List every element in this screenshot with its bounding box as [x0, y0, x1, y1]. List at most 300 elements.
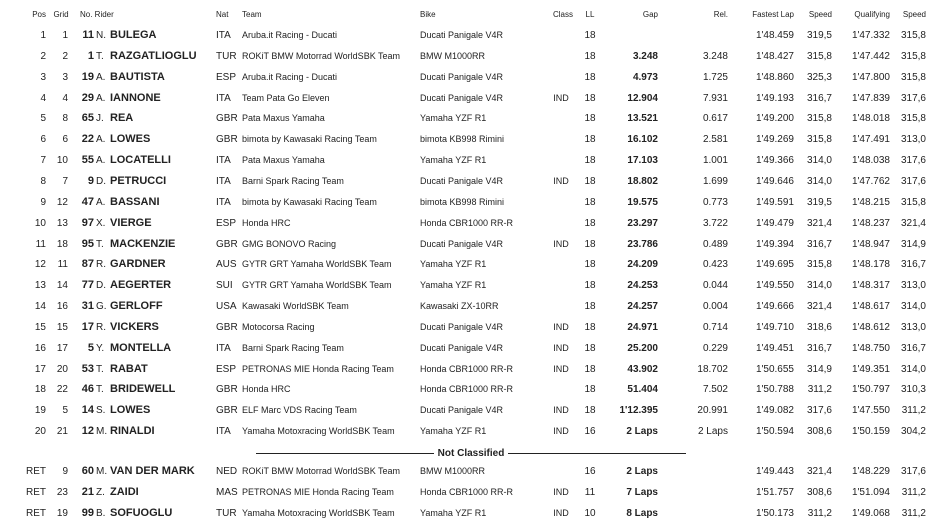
cell-qualifying-speed: 315,8 — [900, 30, 926, 41]
cell-ll: 18 — [584, 405, 596, 417]
cell-nat: NED — [216, 466, 238, 477]
cell-speed: 316,7 — [806, 342, 832, 354]
cell-number: 31 — [81, 300, 94, 313]
cell-qualifying: 1'48.612 — [851, 321, 890, 333]
cell-team: Honda HRC — [242, 217, 291, 228]
cell-fastest-lap: 1'49.666 — [755, 301, 794, 313]
cell-number: 11 — [82, 29, 94, 41]
cell-team: Motocorsa Racing — [242, 321, 315, 332]
cell-initial: M. — [96, 466, 108, 477]
cell-qualifying-speed: 315,8 — [900, 113, 926, 125]
cell-team: bimota by Kawasaki Racing Team — [242, 196, 377, 207]
cell-grid: 15 — [56, 321, 68, 333]
cell-bike: Yamaha YZF R1 — [420, 155, 487, 166]
cell-pos: 9 — [40, 196, 46, 208]
cell-grid: 10 — [56, 155, 68, 167]
cell-pos: 14 — [34, 301, 46, 313]
cell-initial: A. — [96, 155, 106, 167]
cell-gap: 1'12.395 — [619, 405, 658, 417]
cell-nat: ITA — [216, 30, 231, 41]
cell-grid: 18 — [56, 238, 68, 250]
cell-qualifying: 1'50.797 — [851, 384, 890, 396]
cell-nat: ESP — [216, 217, 237, 229]
cell-ll: 18 — [584, 280, 596, 292]
cell-team: GYTR GRT Yamaha WorldSBK Team — [242, 259, 392, 270]
cell-rel: 1.699 — [702, 175, 728, 187]
cell-rider-surname: MACKENZIE — [110, 237, 176, 250]
cell-team: Yamaha Motoxracing WorldSBK Team — [242, 426, 395, 437]
cell-speed: 314,0 — [806, 280, 832, 292]
cell-initial: S. — [96, 405, 106, 417]
cell-number: 55 — [81, 154, 94, 167]
cell-fastest-lap: 1'50.173 — [755, 507, 794, 519]
cell-fastest-lap: 1'49.451 — [755, 342, 794, 354]
cell-rel: 2.581 — [702, 134, 728, 146]
cell-number: 97 — [81, 216, 94, 229]
cell-ll: 18 — [584, 196, 596, 208]
cell-rider-surname: RABAT — [110, 362, 148, 375]
cell-pos: 7 — [40, 155, 46, 167]
cell-number: 5 — [87, 341, 94, 354]
cell-nat: GBR — [216, 384, 238, 396]
cell-bike: Ducati Panigale V4R — [420, 71, 504, 82]
cell-gap: 19.575 — [627, 196, 658, 208]
cell-number: 21 — [81, 485, 94, 498]
cell-bike: Kawasaki ZX-10RR — [420, 301, 499, 312]
cell-grid: 9 — [62, 466, 68, 477]
cell-rider-surname: MONTELLA — [110, 341, 172, 354]
cell-rider-surname: BRIDEWELL — [110, 383, 176, 396]
cell-grid: 19 — [56, 507, 68, 519]
cell-gap: 24.209 — [627, 259, 658, 271]
header-grid: Grid — [53, 10, 69, 19]
cell-speed: 319,5 — [806, 30, 832, 41]
cell-class: IND — [553, 238, 569, 249]
cell-pos: RET — [26, 507, 46, 519]
cell-team: Pata Maxus Yamaha — [242, 113, 325, 124]
cell-bike: Honda CBR1000 RR-R — [420, 363, 514, 374]
cell-qualifying-speed: 315,8 — [900, 71, 926, 83]
cell-rel: 0.489 — [702, 238, 728, 250]
cell-grid: 22 — [56, 384, 68, 396]
cell-gap: 23.786 — [627, 238, 658, 250]
cell-speed: 315,8 — [806, 113, 832, 125]
table-row — [0, 254, 942, 275]
cell-number: 22 — [81, 133, 94, 146]
cell-qualifying-speed: 317,6 — [900, 155, 926, 167]
cell-class: IND — [553, 175, 569, 186]
cell-rel: 3.248 — [702, 50, 728, 62]
cell-nat: GBR — [216, 238, 238, 250]
cell-rel: 7.502 — [702, 384, 728, 396]
cell-fastest-lap: 1'50.655 — [755, 363, 794, 375]
cell-initial: A. — [96, 134, 106, 146]
cell-speed: 311,2 — [807, 507, 832, 519]
cell-initial: A. — [96, 71, 106, 83]
cell-rel: 20.991 — [697, 405, 728, 417]
cell-team: Barni Spark Racing Team — [242, 175, 344, 186]
cell-gap: 17.103 — [627, 155, 658, 167]
cell-rider-surname: ZAIDI — [110, 485, 139, 498]
cell-ll: 11 — [584, 486, 596, 498]
cell-ll: 18 — [584, 301, 596, 313]
cell-number: 60 — [81, 465, 94, 477]
cell-fastest-lap: 1'50.594 — [755, 426, 794, 438]
cell-speed: 321,4 — [806, 217, 832, 229]
cell-class: IND — [553, 321, 569, 332]
cell-gap: 16.102 — [627, 134, 658, 146]
cell-rel: 2 Laps — [697, 426, 728, 438]
cell-team: Honda HRC — [242, 384, 291, 395]
header-fastest-lap: Fastest Lap — [752, 10, 794, 19]
cell-fastest-lap: 1'49.200 — [755, 113, 794, 125]
cell-grid: 3 — [62, 71, 68, 83]
cell-speed: 317,6 — [806, 405, 832, 417]
cell-class: IND — [553, 342, 569, 353]
cell-fastest-lap: 1'49.646 — [755, 175, 794, 187]
cell-speed: 319,5 — [806, 196, 832, 208]
cell-ll: 18 — [584, 155, 596, 167]
cell-number: 1 — [87, 49, 94, 62]
cell-qualifying: 1'47.332 — [851, 30, 890, 41]
cell-ll: 16 — [584, 466, 596, 477]
cell-nat: ESP — [216, 363, 237, 375]
cell-ll: 18 — [584, 342, 596, 354]
cell-rider-surname: GARDNER — [110, 258, 166, 271]
cell-bike: Ducati Panigale V4R — [420, 30, 504, 40]
cell-gap: 23.297 — [627, 217, 658, 229]
cell-bike: bimota KB998 Rimini — [420, 134, 505, 145]
cell-number: 29 — [81, 91, 94, 104]
cell-bike: BMW M1000RR — [420, 50, 486, 61]
cell-speed: 321,4 — [806, 466, 832, 477]
cell-initial: A. — [96, 92, 106, 104]
cell-gap: 24.971 — [627, 321, 658, 333]
cell-fastest-lap: 1'49.479 — [755, 217, 794, 229]
cell-team: ROKiT BMW Motorrad WorldSBK Team — [242, 466, 401, 476]
cell-gap: 51.404 — [627, 384, 658, 396]
cell-class: IND — [553, 426, 569, 437]
cell-rider-surname: LOCATELLI — [110, 154, 171, 167]
table-row — [0, 171, 942, 192]
cell-number: 77 — [81, 279, 94, 292]
cell-grid: 12 — [56, 196, 68, 208]
cell-qualifying-speed: 317,6 — [900, 466, 926, 477]
cell-nat: GBR — [216, 405, 238, 417]
cell-team: Team Pata Go Eleven — [242, 92, 330, 103]
cell-ll: 18 — [584, 175, 596, 187]
cell-qualifying: 1'48.237 — [851, 217, 890, 229]
cell-qualifying-speed: 321,4 — [900, 217, 926, 229]
cell-qualifying-speed: 311,2 — [901, 405, 926, 417]
cell-qualifying-speed: 313,0 — [900, 321, 926, 333]
cell-initial: M. — [96, 426, 108, 438]
header-speed: Speed — [808, 10, 832, 19]
cell-qualifying: 1'49.068 — [851, 507, 890, 519]
cell-nat: AUS — [216, 259, 237, 271]
header-class: Class — [552, 10, 573, 19]
cell-ll: 18 — [584, 238, 596, 250]
cell-rider-surname: GERLOFF — [110, 300, 163, 313]
table-row — [0, 359, 942, 380]
cell-ll: 18 — [584, 217, 596, 229]
cell-rel: 3.722 — [702, 217, 728, 229]
cell-pos: 5 — [40, 113, 46, 125]
cell-bike: Honda CBR1000 RR-R — [420, 384, 514, 395]
cell-bike: Ducati Panigale V4R — [420, 238, 504, 249]
cell-rider-surname: RINALDI — [110, 425, 155, 438]
cell-pos: 10 — [34, 217, 46, 229]
cell-rider-surname: AEGERTER — [110, 279, 172, 292]
cell-ll: 10 — [584, 507, 596, 519]
cell-initial: D. — [96, 280, 106, 292]
table-row — [0, 379, 942, 400]
cell-qualifying-speed: 304,2 — [900, 426, 926, 438]
cell-bike: Ducati Panigale V4R — [420, 342, 504, 353]
cell-qualifying-speed: 311,2 — [901, 486, 926, 498]
header-no-rider: No. Rider — [80, 10, 114, 19]
cell-rel: 0.773 — [702, 196, 728, 208]
cell-speed: 316,7 — [806, 238, 832, 250]
cell-nat: ITA — [216, 342, 231, 354]
cell-initial: Z. — [96, 486, 105, 498]
cell-team: GMG BONOVO Racing — [242, 238, 337, 249]
cell-initial: T. — [96, 363, 104, 375]
cell-nat: GBR — [216, 321, 238, 333]
cell-nat: ITA — [216, 92, 231, 104]
cell-speed: 318,6 — [806, 321, 832, 333]
cell-initial: J. — [96, 113, 104, 125]
cell-initial: B. — [96, 507, 106, 519]
cell-rel: 1.725 — [702, 71, 728, 83]
cell-pos: 2 — [40, 50, 46, 62]
cell-bike: Ducati Panigale V4R — [420, 175, 504, 186]
cell-rider-surname: PETRUCCI — [110, 174, 167, 187]
cell-qualifying-speed: 316,7 — [900, 259, 926, 271]
cell-nat: ESP — [216, 71, 237, 83]
cell-fastest-lap: 1'51.757 — [755, 486, 794, 498]
header-qualifying: Qualifying — [854, 10, 890, 19]
cell-gap: 2 Laps — [626, 466, 658, 477]
cell-speed: 314,9 — [806, 363, 832, 375]
cell-gap: 43.902 — [627, 363, 658, 375]
cell-number: 12 — [81, 425, 94, 438]
cell-qualifying: 1'47.550 — [851, 405, 890, 417]
cell-ll: 18 — [584, 50, 596, 62]
header-pos: Pos — [32, 10, 46, 19]
cell-team: GYTR GRT Yamaha WorldSBK Team — [242, 280, 392, 291]
cell-rider-surname: BASSANI — [110, 195, 160, 208]
table-row — [0, 25, 942, 46]
cell-speed: 315,8 — [806, 259, 832, 271]
cell-pos: 4 — [40, 92, 46, 104]
table-row — [0, 213, 942, 234]
cell-team: Kawasaki WorldSBK Team — [242, 301, 349, 312]
cell-fastest-lap: 1'49.695 — [755, 259, 794, 271]
cell-pos: 12 — [34, 259, 46, 271]
cell-ll: 18 — [584, 113, 596, 125]
cell-fastest-lap: 1'50.788 — [755, 384, 794, 396]
table-row — [0, 296, 942, 317]
cell-speed: 314,0 — [806, 155, 832, 167]
cell-class: IND — [553, 507, 569, 518]
cell-initial: R. — [96, 321, 106, 333]
table-row — [0, 400, 942, 421]
cell-qualifying: 1'47.491 — [851, 134, 890, 146]
cell-rel: 7.931 — [702, 92, 728, 104]
cell-qualifying-speed: 317,6 — [900, 92, 926, 104]
cell-pos: 18 — [34, 384, 46, 396]
cell-qualifying: 1'47.442 — [851, 50, 890, 62]
cell-team: PETRONAS MIE Honda Racing Team — [242, 486, 394, 497]
cell-rel: 0.423 — [702, 259, 728, 271]
cell-qualifying: 1'47.839 — [851, 92, 890, 104]
cell-rider-surname: BAUTISTA — [110, 70, 165, 83]
cell-number: 47 — [81, 195, 94, 208]
cell-qualifying: 1'48.018 — [851, 113, 890, 125]
cell-rider-surname: LOWES — [110, 404, 151, 417]
table-row — [0, 503, 942, 524]
cell-ll: 18 — [584, 134, 596, 146]
header-nat: Nat — [216, 10, 229, 19]
cell-grid: 5 — [62, 405, 68, 417]
cell-nat: ITA — [216, 175, 231, 187]
cell-grid: 13 — [56, 217, 68, 229]
cell-pos: 6 — [40, 134, 46, 146]
cell-nat: ITA — [216, 155, 231, 167]
cell-rel: 18.702 — [697, 363, 728, 375]
cell-rider-surname: VICKERS — [110, 320, 159, 333]
table-row — [0, 461, 942, 482]
not-classified-label: Not Classified — [434, 448, 509, 459]
header-gap: Gap — [642, 10, 658, 19]
cell-gap: 13.521 — [627, 113, 658, 125]
cell-qualifying-speed: 314,0 — [900, 363, 926, 375]
cell-qualifying: 1'47.762 — [851, 175, 890, 187]
cell-ll: 16 — [584, 426, 596, 438]
cell-pos: RET — [26, 486, 46, 498]
cell-qualifying: 1'47.800 — [851, 71, 890, 83]
cell-pos: 8 — [40, 175, 46, 187]
cell-nat: GBR — [216, 113, 238, 125]
header-rel: Rel. — [713, 10, 728, 19]
cell-gap: 3.248 — [632, 50, 658, 62]
cell-qualifying: 1'48.178 — [851, 259, 890, 271]
cell-initial: Y. — [96, 342, 105, 354]
cell-qualifying: 1'48.617 — [851, 301, 890, 313]
cell-nat: GBR — [216, 134, 238, 146]
cell-bike: Honda CBR1000 RR-R — [420, 486, 514, 497]
cell-gap: 25.200 — [627, 342, 658, 354]
cell-fastest-lap: 1'49.082 — [755, 405, 794, 417]
cell-team: PETRONAS MIE Honda Racing Team — [242, 363, 394, 374]
cell-fastest-lap: 1'49.193 — [755, 92, 794, 104]
table-row — [0, 46, 942, 67]
cell-qualifying: 1'49.351 — [851, 363, 890, 375]
cell-team: Aruba.it Racing - Ducati — [242, 71, 338, 82]
cell-qualifying: 1'48.317 — [851, 280, 890, 292]
cell-bike: Yamaha YZF R1 — [420, 113, 487, 124]
table-row — [0, 421, 942, 442]
cell-ll: 18 — [584, 30, 596, 41]
cell-speed: 314,0 — [806, 175, 832, 187]
table-row — [0, 234, 942, 255]
cell-qualifying-speed: 315,8 — [900, 50, 926, 62]
cell-number: 99 — [81, 506, 94, 519]
cell-grid: 1 — [62, 30, 68, 41]
cell-number: 87 — [81, 258, 94, 271]
cell-speed: 316,7 — [806, 92, 832, 104]
cell-gap: 4.973 — [632, 71, 658, 83]
table-row — [0, 108, 942, 129]
cell-rider-surname: LOWES — [110, 133, 151, 146]
cell-nat: ITA — [216, 196, 231, 208]
cell-rider-surname: REA — [110, 112, 134, 125]
cell-pos: 11 — [35, 238, 46, 250]
header-bike: Bike — [420, 10, 436, 19]
table-row — [0, 67, 942, 88]
cell-bike: Honda CBR1000 RR-R — [420, 217, 514, 228]
cell-rel: 0.617 — [702, 113, 728, 125]
table-header — [0, 6, 942, 24]
cell-gap: 24.257 — [627, 301, 658, 313]
cell-fastest-lap: 1'48.860 — [755, 71, 794, 83]
cell-pos: 15 — [34, 321, 46, 333]
cell-rider-surname: VIERGE — [110, 216, 152, 229]
cell-speed: 308,6 — [806, 486, 832, 498]
cell-pos: 16 — [34, 342, 46, 354]
cell-rider-surname: SOFUOGLU — [110, 506, 173, 519]
cell-rider-surname: IANNONE — [110, 91, 161, 104]
cell-grid: 6 — [62, 134, 68, 146]
cell-fastest-lap: 1'48.459 — [755, 30, 794, 41]
cell-team: bimota by Kawasaki Racing Team — [242, 134, 377, 145]
cell-class: IND — [553, 405, 569, 416]
cell-fastest-lap: 1'49.443 — [755, 466, 794, 477]
cell-speed: 315,8 — [806, 134, 832, 146]
cell-nat: MAS — [216, 486, 238, 498]
cell-ll: 18 — [584, 321, 596, 333]
cell-bike: Ducati Panigale V4R — [420, 92, 504, 103]
cell-qualifying: 1'48.947 — [851, 238, 890, 250]
cell-speed: 311,2 — [807, 384, 832, 396]
table-row — [0, 338, 942, 359]
cell-pos: 20 — [34, 426, 46, 438]
cell-ll: 18 — [584, 259, 596, 271]
table-row — [0, 150, 942, 171]
cell-initial: G. — [96, 301, 107, 313]
cell-gap: 18.802 — [627, 175, 658, 187]
cell-speed: 325,3 — [806, 71, 832, 83]
cell-rel: 0.714 — [702, 321, 728, 333]
cell-gap: 12.904 — [627, 92, 658, 104]
cell-grid: 8 — [62, 113, 68, 125]
cell-initial: D. — [96, 175, 106, 187]
cell-nat: TUR — [216, 50, 237, 62]
cell-ll: 18 — [584, 384, 596, 396]
cell-qualifying-speed: 313,0 — [900, 134, 926, 146]
cell-class: IND — [553, 486, 569, 497]
cell-gap: 7 Laps — [626, 486, 658, 498]
cell-qualifying-speed: 314,0 — [900, 301, 926, 313]
cell-number: 19 — [81, 70, 94, 83]
cell-number: 46 — [81, 383, 94, 396]
cell-qualifying-speed: 314,9 — [900, 238, 926, 250]
cell-pos: 19 — [34, 405, 46, 417]
cell-number: 9 — [87, 174, 94, 187]
cell-grid: 20 — [56, 363, 68, 375]
cell-fastest-lap: 1'49.269 — [755, 134, 794, 146]
